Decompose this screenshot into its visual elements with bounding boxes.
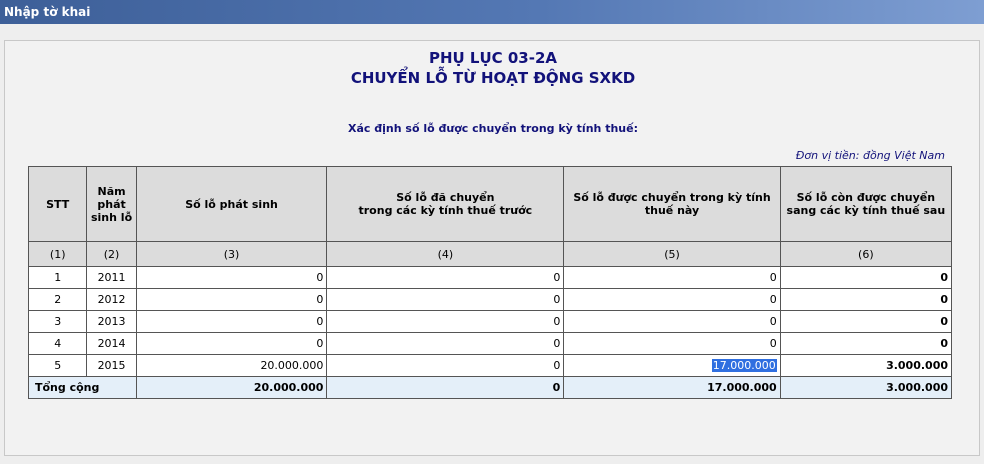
year-cell: 2013 <box>87 311 136 333</box>
header-prev-line1: Số lỗ đã chuyển <box>396 191 495 204</box>
current-transfer-input[interactable]: 0 <box>564 267 780 289</box>
total-row <box>29 377 952 399</box>
total-label: Tổng cộng <box>29 377 137 399</box>
prev-transferred-input[interactable]: 0 <box>327 267 564 289</box>
remaining-cell: 0 <box>780 333 951 355</box>
loss-transfer-table <box>28 166 952 399</box>
prev-transferred-input[interactable]: 0 <box>327 289 564 311</box>
index-cell: (1) <box>29 242 87 267</box>
loss-input[interactable]: 0 <box>136 333 327 355</box>
selected-value-text[interactable]: 17.000.000 <box>712 359 776 372</box>
header-prev-line2: trong các kỳ tính thuế trước <box>358 204 533 217</box>
table-header-row <box>29 167 952 242</box>
loss-input[interactable]: 0 <box>136 289 327 311</box>
form-title-line1: PHỤ LỤC 03-2A <box>428 49 558 67</box>
form-title-line2: CHUYỂN LỖ TỪ HOẠT ĐỘNG SXKD <box>350 69 636 87</box>
table-row <box>29 333 952 355</box>
current-transfer-input[interactable]: 0 <box>564 289 780 311</box>
loss-input[interactable]: 0 <box>136 267 327 289</box>
window-title: Nhập tờ khai <box>4 5 91 19</box>
stt-cell: 2 <box>29 289 87 311</box>
index-cell: (4) <box>327 242 564 267</box>
header-remaining: Số lỗ còn được chuyển sang các kỳ tính thuế sau <box>780 167 951 242</box>
header-stt: STT <box>29 167 87 242</box>
year-cell: 2012 <box>87 289 136 311</box>
year-cell: 2014 <box>87 333 136 355</box>
header-current-transfer: Số lỗ được chuyển trong kỳ tính thuế này <box>564 167 780 242</box>
stt-cell: 5 <box>29 355 87 377</box>
current-transfer-input[interactable]: 0 <box>564 311 780 333</box>
index-cell: (3) <box>136 242 327 267</box>
remaining-cell: 0 <box>780 267 951 289</box>
index-cell: (2) <box>87 242 136 267</box>
total-loss: 20.000.000 <box>136 377 327 399</box>
prev-transferred-input[interactable]: 0 <box>327 333 564 355</box>
index-cell: (6) <box>780 242 951 267</box>
prev-transferred-input[interactable]: 0 <box>327 311 564 333</box>
loss-input[interactable]: 0 <box>136 311 327 333</box>
year-cell: 2011 <box>87 267 136 289</box>
table-row <box>29 267 952 289</box>
currency-unit-note: Đơn vị tiền: đồng Việt Nam <box>795 149 945 162</box>
remaining-cell: 0 <box>780 311 951 333</box>
header-loss: Số lỗ phát sinh <box>136 167 327 242</box>
current-transfer-input[interactable] <box>564 355 780 377</box>
index-cell: (5) <box>564 242 780 267</box>
remaining-cell: 0 <box>780 289 951 311</box>
table-row <box>29 289 952 311</box>
total-prev-transferred: 0 <box>327 377 564 399</box>
stt-cell: 1 <box>29 267 87 289</box>
loss-input[interactable]: 20.000.000 <box>136 355 327 377</box>
table-index-row <box>29 242 952 267</box>
window-titlebar <box>0 0 984 24</box>
prev-transferred-input[interactable]: 0 <box>327 355 564 377</box>
header-prev-transferred <box>327 167 564 242</box>
table-row <box>29 355 952 377</box>
remaining-cell: 3.000.000 <box>780 355 951 377</box>
current-transfer-input[interactable]: 0 <box>564 333 780 355</box>
table-row <box>29 311 952 333</box>
total-remaining: 3.000.000 <box>780 377 951 399</box>
stt-cell: 3 <box>29 311 87 333</box>
stt-cell: 4 <box>29 333 87 355</box>
year-cell: 2015 <box>87 355 136 377</box>
form-subtitle: Xác định số lỗ được chuyển trong kỳ tính thuế: <box>348 122 638 135</box>
header-year: Năm phát sinh lỗ <box>87 167 136 242</box>
total-current-transfer: 17.000.000 <box>564 377 780 399</box>
